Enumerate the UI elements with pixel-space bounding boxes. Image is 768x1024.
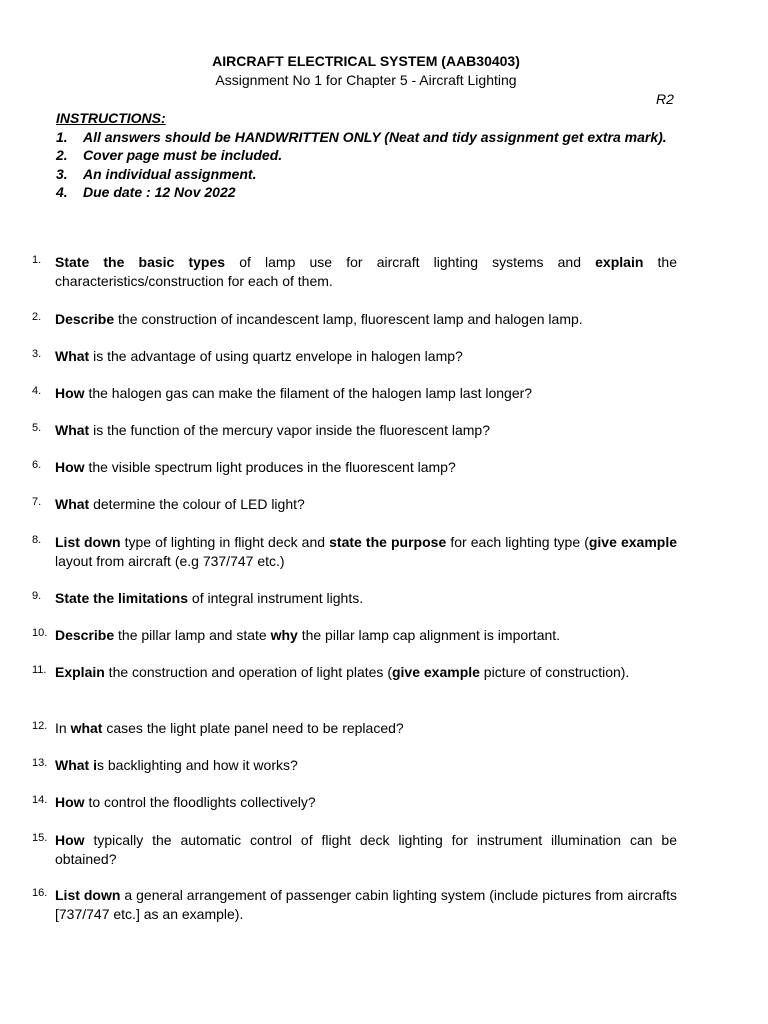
question-number: 6. (32, 459, 42, 471)
question-item (32, 719, 677, 738)
question-keyword: How (55, 385, 85, 401)
question-number: 5. (32, 422, 42, 434)
question-keyword: State the basic types (55, 254, 226, 270)
question-keyword: state the purpose (329, 534, 447, 550)
question-keyword: How (55, 459, 85, 475)
question-keyword: State the limitations (55, 590, 189, 606)
question-keyword: What (55, 422, 90, 438)
question-text: a general arrangement of passenger cabin lighting system (include pictures from aircrafts [737/747 etc.] as an example). (55, 887, 677, 922)
question-number: 14. (32, 794, 48, 806)
question-number: 4. (32, 385, 42, 397)
instruction-item (56, 128, 667, 147)
question-number: 9. (32, 590, 42, 602)
instruction-item (56, 165, 667, 184)
question-text: is the function of the mercury vapor inside the fluorescent lamp? (89, 422, 490, 438)
instruction-number: 3. (56, 165, 68, 182)
question-text: determine the colour of LED light? (89, 496, 305, 512)
question-text: the characteristics/construction for each of them. (55, 254, 677, 289)
instruction-number: 1. (56, 128, 68, 145)
question-number: 8. (32, 534, 42, 546)
question-keyword: How (55, 832, 85, 848)
instruction-text: Due date : 12 Nov 2022 (83, 184, 236, 200)
question-text: is the advantage of using quartz envelope in halogen lamp? (89, 348, 463, 364)
question-text: cases the light plate panel need to be replaced? (102, 720, 404, 736)
question-text: the construction and operation of light plates ( (104, 664, 392, 680)
question-item (32, 589, 677, 608)
question-text: In (55, 720, 71, 736)
question-item (32, 626, 677, 645)
question-keyword: How (55, 794, 85, 810)
question-text: the halogen gas can make the filament of the halogen lamp last longer? (84, 385, 533, 401)
question-text: layout from aircraft (e.g 737/747 etc.) (55, 553, 285, 569)
question-number: 15. (32, 832, 48, 844)
question-number: 2. (32, 311, 42, 323)
question-number: 11. (32, 664, 47, 676)
instructions-block (56, 109, 667, 202)
question-text: to control the floodlights collectively? (84, 794, 316, 810)
question-item (32, 886, 677, 924)
question-item (32, 793, 677, 812)
question-keyword: What i (55, 757, 97, 773)
question-number: 10. (32, 627, 48, 639)
question-text: typically the automatic control of flight deck lighting for instrument illumination can be obtained? (55, 832, 677, 867)
question-item (32, 663, 677, 682)
question-item (32, 384, 677, 403)
instruction-text: All answers should be HANDWRITTEN ONLY (Neat and tidy assignment get extra mark). (83, 128, 667, 145)
revision-label: R2 (656, 91, 674, 107)
question-text: the visible spectrum light produces in the fluorescent lamp? (84, 459, 456, 475)
question-text: of integral instrument lights. (188, 590, 364, 606)
question-item (32, 458, 677, 477)
question-item (32, 253, 677, 291)
question-text: type of lighting in flight deck and (120, 534, 330, 550)
question-item (32, 347, 677, 366)
question-text: the pillar lamp cap alignment is important. (297, 627, 561, 643)
question-keyword: explain (595, 254, 644, 270)
question-keyword: List down (55, 534, 121, 550)
instruction-item (56, 183, 667, 202)
question-keyword: Describe (55, 627, 115, 643)
question-item (32, 421, 677, 440)
question-text: the pillar lamp and state (114, 627, 271, 643)
question-number: 3. (32, 348, 42, 360)
instruction-text: Cover page must be included. (83, 147, 283, 163)
question-number: 16. (32, 887, 48, 899)
question-item (32, 495, 677, 514)
question-number: 7. (32, 496, 42, 508)
instruction-number: 2. (56, 147, 68, 163)
question-text: for each lighting type ( (446, 534, 589, 550)
question-keyword: Describe (55, 311, 115, 327)
question-text: s backlighting and how it works? (97, 757, 298, 773)
document-title: AIRCRAFT ELECTRICAL SYSTEM (AAB30403) (212, 53, 520, 69)
question-keyword: List down (55, 887, 121, 903)
question-item (32, 831, 677, 869)
question-keyword: why (270, 627, 298, 643)
question-keyword: What (55, 348, 90, 364)
question-keyword: what (70, 720, 103, 736)
question-item (32, 533, 677, 571)
question-number: 13. (32, 757, 48, 769)
document-subtitle: Assignment No 1 for Chapter 5 - Aircraft Lighting (215, 72, 517, 88)
question-keyword: What (55, 496, 90, 512)
question-item (32, 756, 677, 775)
question-keyword: Explain (55, 664, 105, 680)
question-number: 12. (32, 720, 48, 732)
instruction-number: 4. (56, 184, 68, 200)
question-item (32, 310, 677, 329)
question-text: the construction of incandescent lamp, fluorescent lamp and halogen lamp. (114, 311, 583, 327)
question-keyword: give example (588, 534, 677, 550)
question-keyword: give example (391, 664, 480, 680)
question-text: picture of construction). (479, 664, 630, 680)
question-text: of lamp use for aircraft lighting systems and (225, 254, 596, 270)
question-number: 1. (32, 254, 42, 266)
instruction-item (56, 146, 667, 165)
instruction-text: An individual assignment. (83, 165, 257, 182)
instructions-heading: INSTRUCTIONS: (56, 110, 166, 126)
